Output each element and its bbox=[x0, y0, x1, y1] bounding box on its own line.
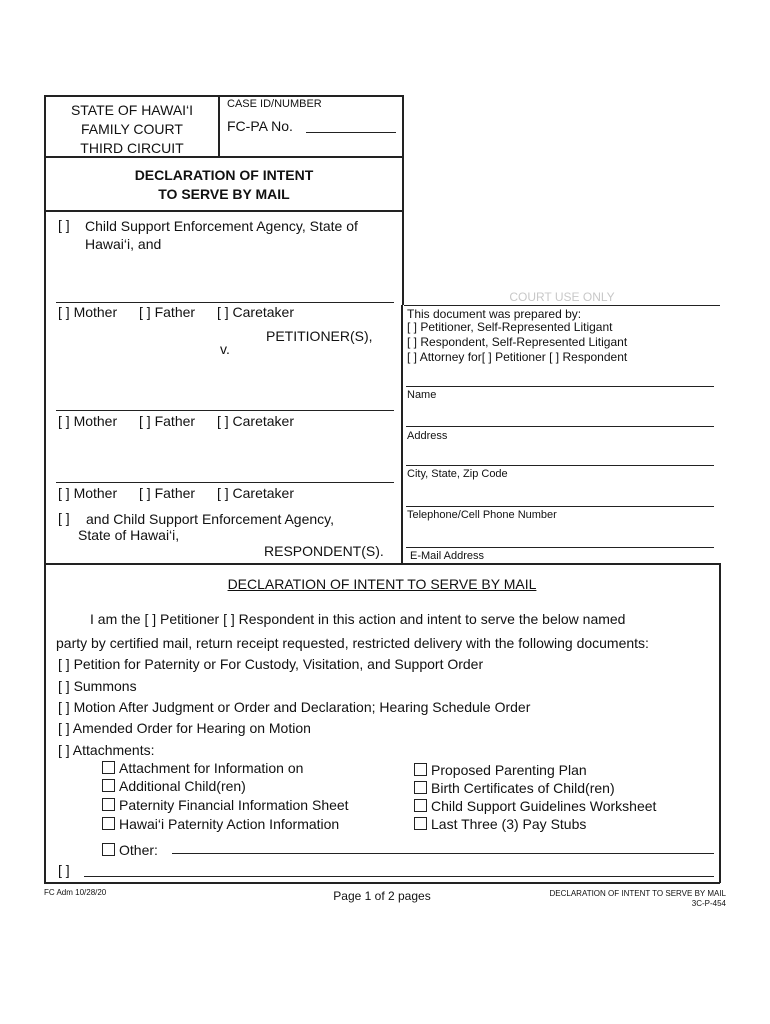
attachment-right-1-label: Proposed Parenting Plan bbox=[431, 762, 587, 778]
csea-resp-line-2: State of Hawai‘i, bbox=[78, 527, 180, 543]
frame-right-top bbox=[402, 95, 404, 305]
respondent1-role-row bbox=[58, 413, 294, 429]
prepared-option-2-label: Respondent, Self-Represented Litigant bbox=[420, 335, 628, 349]
versus-label: v. bbox=[220, 341, 230, 357]
attachment-right-4 bbox=[414, 816, 586, 832]
doc-row-5 bbox=[58, 742, 155, 758]
footer-right-line-1: DECLARATION OF INTENT TO SERVE BY MAIL bbox=[549, 889, 726, 898]
petitioner-caretaker-label: Caretaker bbox=[232, 304, 294, 320]
doc-4-checkbox[interactable]: [ ] bbox=[58, 720, 70, 736]
respondent2-name-line[interactable] bbox=[56, 482, 394, 483]
respondent1-mother-label: Mother bbox=[73, 413, 118, 429]
csea-respondent-text bbox=[78, 511, 334, 543]
attachment-left-4-label: Hawai‘i Paternity Action Information bbox=[119, 816, 340, 832]
court-name bbox=[46, 101, 218, 158]
respondents-label: RESPONDENT(S). bbox=[264, 543, 384, 559]
form-title bbox=[46, 166, 402, 204]
caption-bottom bbox=[44, 563, 720, 565]
doc-3-checkbox[interactable]: [ ] bbox=[58, 699, 70, 715]
form-title-line-1: DECLARATION OF INTENT bbox=[134, 167, 314, 183]
doc-5-label: Attachments: bbox=[72, 742, 155, 758]
court-use-label: COURT USE ONLY bbox=[509, 290, 615, 304]
email-label: E-Mail Address bbox=[410, 550, 484, 562]
respondent2-caretaker-label: Caretaker bbox=[232, 485, 294, 501]
caption-divider-v bbox=[401, 305, 403, 563]
prepared-by-option-1 bbox=[407, 320, 612, 334]
csea-petitioner-checkbox[interactable]: [ ] bbox=[58, 217, 70, 233]
frame-top bbox=[44, 95, 404, 97]
name-field[interactable] bbox=[406, 386, 714, 387]
prepared-by-option-3 bbox=[407, 350, 627, 364]
form-title-line-2: TO SERVE BY MAIL bbox=[158, 186, 290, 202]
prepared-petitioner-checkbox[interactable]: [ ] bbox=[407, 320, 418, 334]
other-field[interactable] bbox=[172, 853, 714, 854]
title-bottom bbox=[44, 210, 404, 212]
footer-right-line-2: 3C-P-454 bbox=[691, 899, 726, 908]
prepared-by-label: This document was prepared by: bbox=[407, 307, 582, 321]
frame-bottom bbox=[44, 882, 720, 884]
frame-right-bottom bbox=[719, 563, 721, 883]
birth-certificates-checkbox[interactable] bbox=[414, 781, 427, 794]
address-field[interactable] bbox=[406, 426, 714, 427]
name-label: Name bbox=[407, 389, 437, 401]
petitioner-mother-checkbox[interactable]: [ ] bbox=[58, 304, 70, 320]
case-id-label: CASE ID/NUMBER bbox=[227, 98, 322, 110]
case-number-field[interactable] bbox=[306, 132, 396, 133]
declarant-petitioner-checkbox[interactable]: [ ] bbox=[144, 611, 157, 627]
header-divider-v bbox=[218, 95, 220, 157]
iam-label: I am the bbox=[90, 611, 141, 627]
phone-field[interactable] bbox=[406, 506, 714, 507]
other-attachment-checkbox[interactable] bbox=[102, 843, 115, 856]
respondent1-father-checkbox[interactable]: [ ] bbox=[139, 413, 151, 429]
doc-row-3 bbox=[58, 699, 530, 715]
footer-form-id: FC Adm 10/28/20 bbox=[44, 888, 107, 897]
attachment-other bbox=[102, 842, 158, 858]
petitioner-father-checkbox[interactable]: [ ] bbox=[139, 304, 151, 320]
respondent1-name-line[interactable] bbox=[56, 410, 394, 411]
prepared-attorney-checkbox[interactable]: [ ] bbox=[407, 350, 418, 364]
csea-respondent-checkbox[interactable]: [ ] bbox=[58, 510, 70, 526]
additional-children-checkbox[interactable] bbox=[102, 779, 115, 792]
phone-label: Telephone/Cell Phone Number bbox=[407, 509, 557, 521]
respondent2-father-label: Father bbox=[154, 485, 196, 501]
respondent1-caretaker-checkbox[interactable]: [ ] bbox=[216, 413, 229, 429]
attachment-left-2 bbox=[102, 797, 349, 813]
attorney-respondent-checkbox[interactable]: [ ] bbox=[549, 350, 560, 364]
respondent2-role-row bbox=[58, 485, 294, 501]
respondent1-father-label: Father bbox=[154, 413, 196, 429]
prepared-option-1-label: Petitioner, Self-Represented Litigant bbox=[420, 320, 613, 334]
declarant-row bbox=[90, 611, 625, 627]
prepared-option-3-prefix: Attorney for bbox=[419, 350, 482, 364]
attachment-left-3-label: Paternity Financial Information Sheet bbox=[119, 797, 349, 813]
csea-line-2: Hawai‘i, and bbox=[85, 236, 162, 252]
parenting-plan-checkbox[interactable] bbox=[414, 763, 427, 776]
doc-2-checkbox[interactable]: [ ] bbox=[58, 678, 70, 694]
attachment-left-1-label: Attachment for Information on bbox=[119, 760, 304, 776]
csea-line-1: Child Support Enforcement Agency, State of bbox=[85, 218, 358, 234]
attachment-left-1b bbox=[102, 778, 246, 794]
court-line-1: STATE OF HAWAI‘I bbox=[70, 102, 194, 118]
respondent1-caretaker-label: Caretaker bbox=[232, 413, 294, 429]
city-label: City, State, Zip Code bbox=[407, 468, 508, 480]
attachment-left-2-label: Additional Child(ren) bbox=[119, 778, 246, 794]
doc-1-label: Petition for Paternity or For Custody, Visitation, and Support Order bbox=[73, 656, 484, 672]
doc-row-4 bbox=[58, 720, 311, 736]
footer-page-number: Page 1 of 2 pages bbox=[333, 889, 431, 903]
footer-right bbox=[480, 889, 726, 909]
petitioner-father-label: Father bbox=[154, 304, 196, 320]
petitioner-caretaker-checkbox[interactable]: [ ] bbox=[216, 304, 229, 320]
declarant-petitioner-label: Petitioner bbox=[160, 611, 220, 627]
attachment-info-checkbox[interactable] bbox=[102, 761, 115, 774]
declaration-heading: DECLARATION OF INTENT TO SERVE BY MAIL bbox=[227, 576, 537, 592]
declarant-respondent-text: Respondent in this action and intent to serve the below named bbox=[238, 611, 626, 627]
declaration-line-2: party by certified mail, return receipt requested, restricted delivery with the following documents: bbox=[56, 635, 649, 651]
paternity-financial-checkbox[interactable] bbox=[102, 798, 115, 811]
attorney-respondent-label: Respondent bbox=[562, 350, 628, 364]
city-field[interactable] bbox=[406, 465, 714, 466]
petitioner-role-row bbox=[58, 304, 294, 320]
petitioner-name-line[interactable] bbox=[56, 302, 394, 303]
csea-resp-line-1: and Child Support Enforcement Agency, bbox=[86, 511, 335, 527]
case-number-prefix: FC-PA No. bbox=[227, 118, 293, 134]
doc-5-checkbox[interactable]: [ ] bbox=[58, 742, 70, 758]
respondent2-mother-checkbox[interactable]: [ ] bbox=[58, 485, 70, 501]
pay-stubs-checkbox[interactable] bbox=[414, 817, 427, 830]
petitioner-mother-label: Mother bbox=[73, 304, 118, 320]
doc-4-label: Amended Order for Hearing on Motion bbox=[72, 720, 311, 736]
doc-2-label: Summons bbox=[73, 678, 137, 694]
doc-1-checkbox[interactable]: [ ] bbox=[58, 656, 70, 672]
extra-doc-field[interactable] bbox=[84, 876, 714, 877]
address-label: Address bbox=[407, 430, 448, 442]
court-line-3: THIRD CIRCUIT bbox=[80, 140, 184, 156]
court-use-divider bbox=[404, 305, 720, 306]
attachment-right-1 bbox=[414, 762, 587, 778]
petitioners-label: PETITIONER(S), bbox=[266, 328, 373, 344]
attachment-right-4-label: Last Three (3) Pay Stubs bbox=[431, 816, 587, 832]
respondent2-caretaker-checkbox[interactable]: [ ] bbox=[216, 485, 229, 501]
csea-petitioner-text bbox=[85, 217, 358, 253]
attachment-left-1 bbox=[102, 760, 303, 776]
declarant-respondent-checkbox[interactable]: [ ] bbox=[223, 611, 235, 627]
other-label: Other: bbox=[119, 842, 158, 858]
attachment-right-2 bbox=[414, 780, 615, 796]
respondent1-mother-checkbox[interactable]: [ ] bbox=[58, 413, 70, 429]
prepared-by-option-2 bbox=[407, 335, 627, 349]
extra-doc-checkbox[interactable]: [ ] bbox=[58, 862, 70, 878]
court-line-2: FAMILY COURT bbox=[81, 121, 183, 137]
attachment-right-3-label: Child Support Guidelines Worksheet bbox=[431, 798, 657, 814]
respondent2-mother-label: Mother bbox=[73, 485, 118, 501]
doc-3-label: Motion After Judgment or Order and Declaration; Hearing Schedule Order bbox=[73, 699, 531, 715]
attachment-right-2-label: Birth Certificates of Child(ren) bbox=[431, 780, 615, 796]
doc-row-1 bbox=[58, 656, 483, 672]
attachment-left-3 bbox=[102, 816, 339, 832]
prepared-respondent-checkbox[interactable]: [ ] bbox=[407, 335, 418, 349]
attorney-petitioner-label: Petitioner bbox=[495, 350, 546, 364]
doc-row-2 bbox=[58, 678, 137, 694]
paternity-action-checkbox[interactable] bbox=[102, 817, 115, 830]
respondent2-father-checkbox[interactable]: [ ] bbox=[139, 485, 151, 501]
attachment-right-3 bbox=[414, 798, 656, 814]
email-field[interactable] bbox=[406, 547, 714, 548]
guidelines-worksheet-checkbox[interactable] bbox=[414, 799, 427, 812]
attorney-petitioner-checkbox[interactable]: [ ] bbox=[481, 350, 492, 364]
frame-left bbox=[44, 95, 46, 883]
